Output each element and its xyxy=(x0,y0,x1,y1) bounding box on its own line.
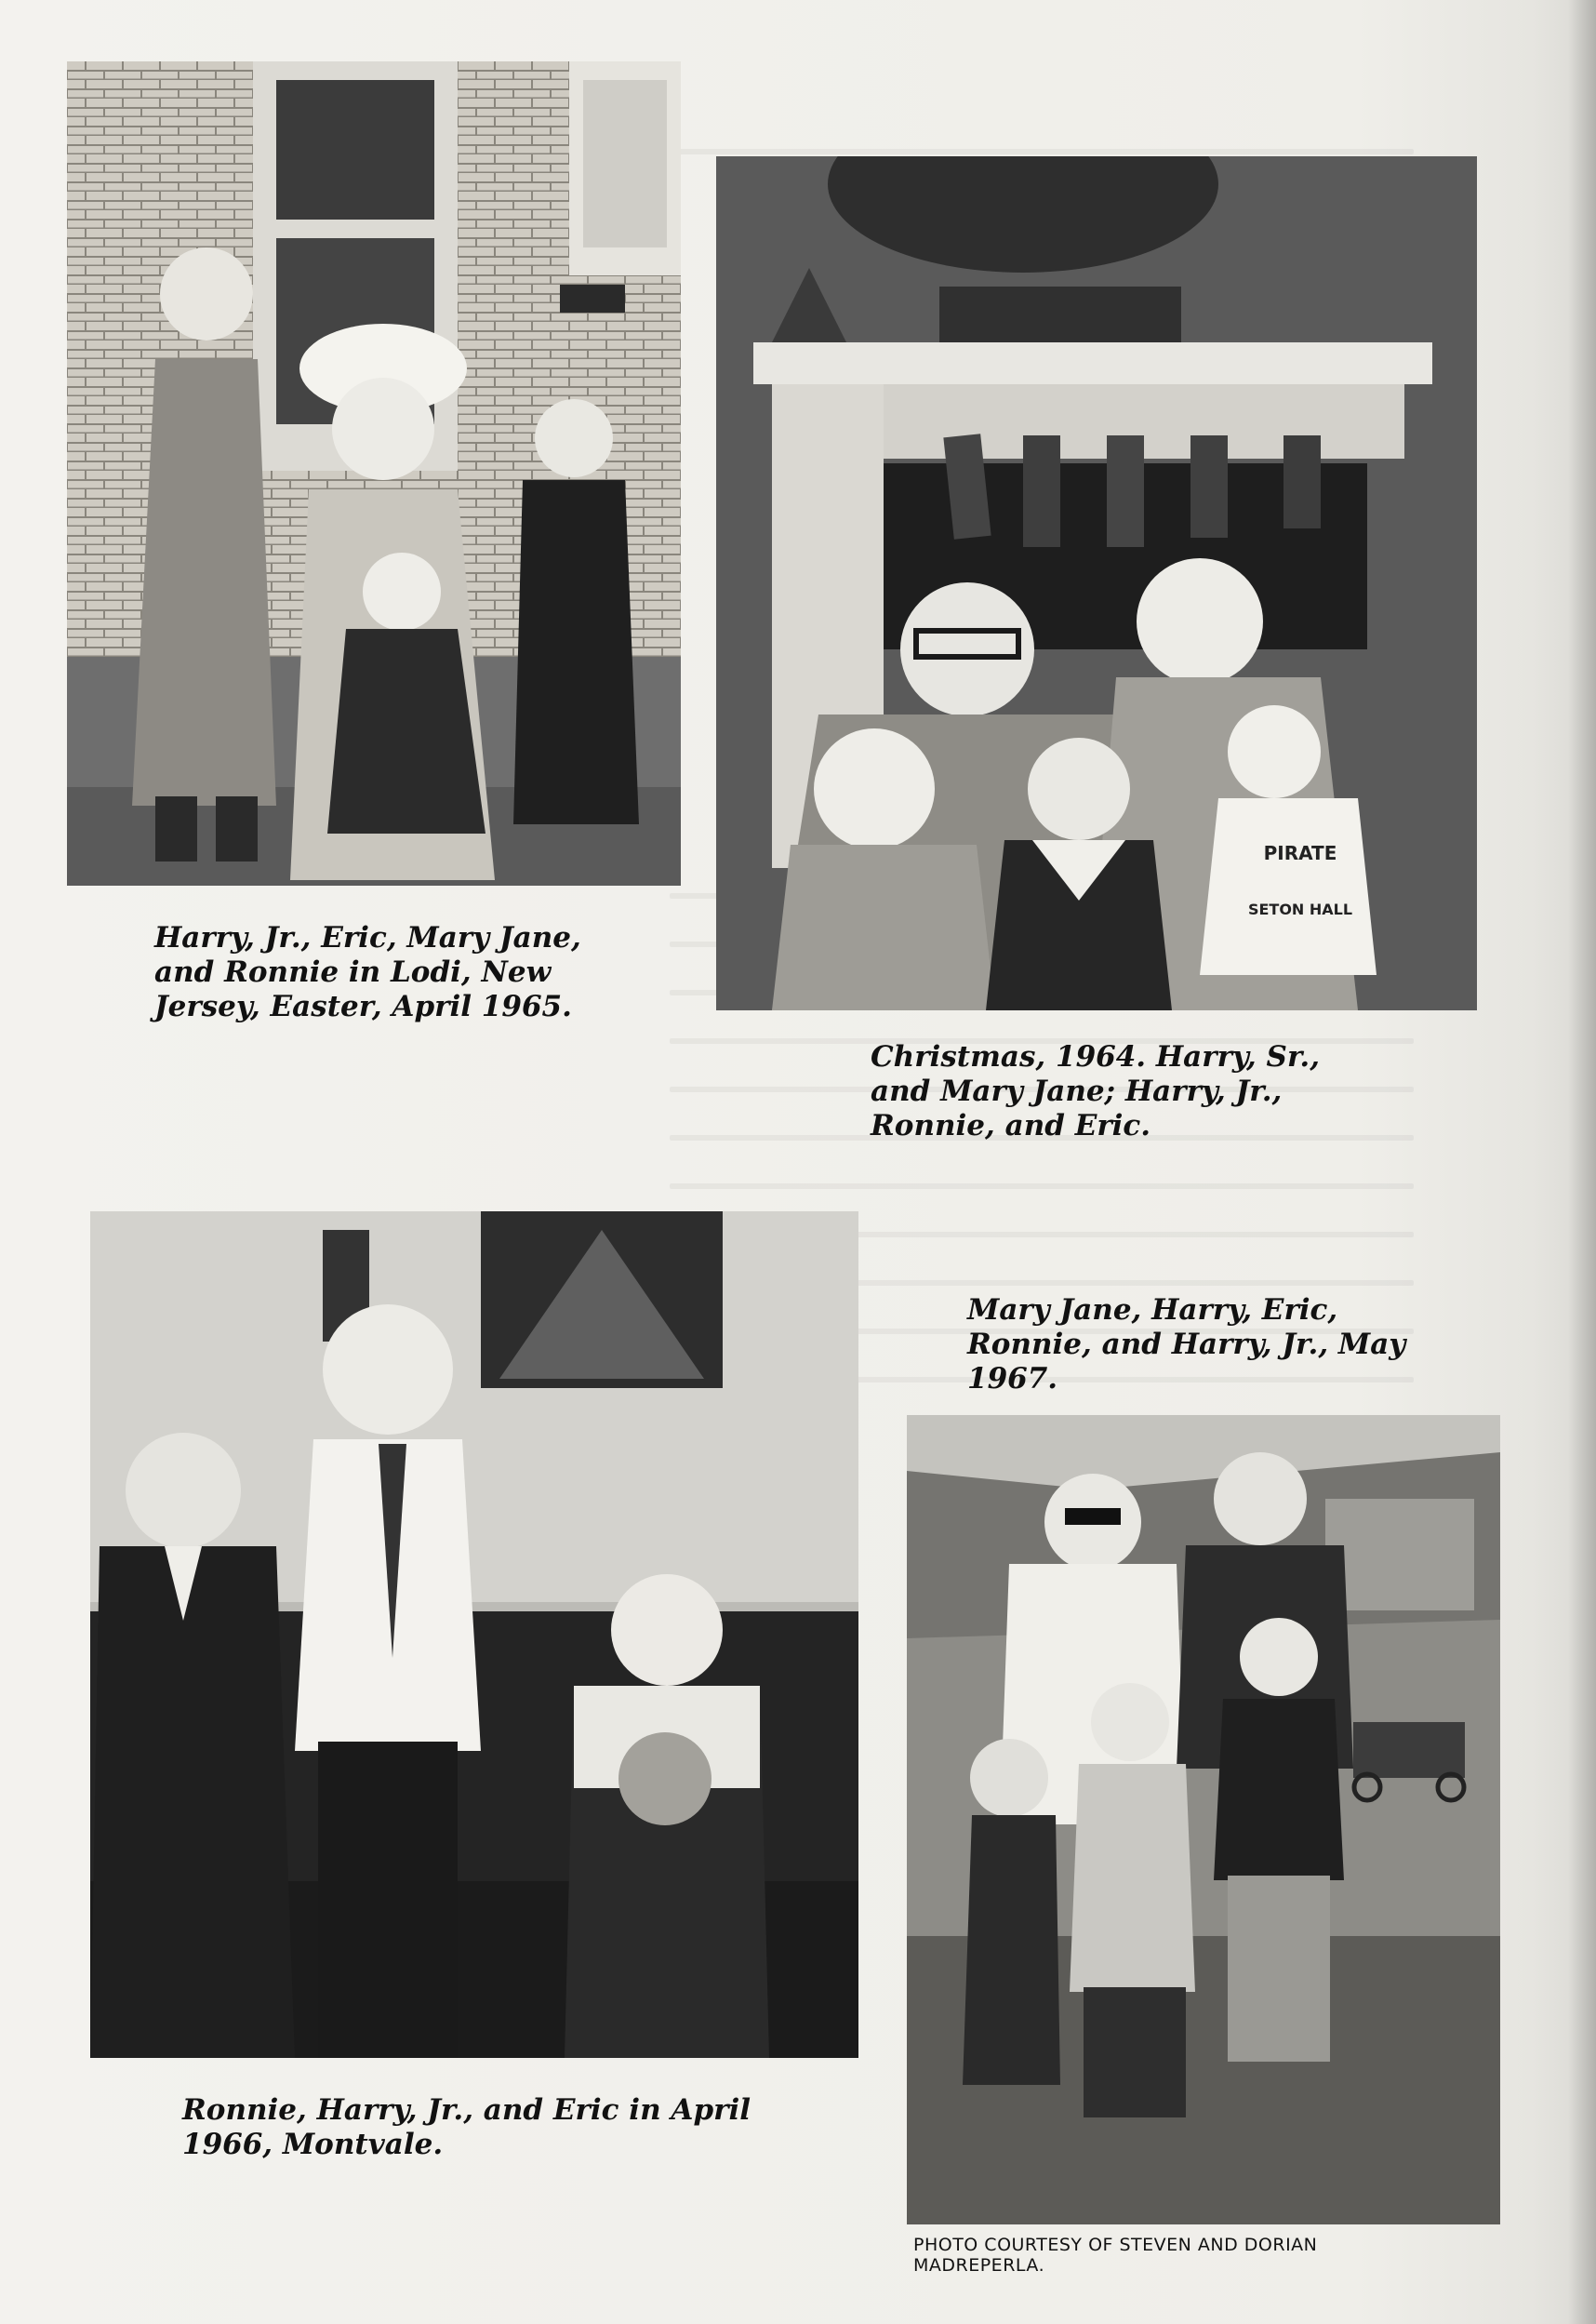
caption-may-1967: Mary Jane, Harry, Eric, Ronnie, and Harry, Jr., May 1967. xyxy=(967,1293,1406,1396)
bib-text-line2: SETON HALL xyxy=(1247,901,1353,918)
photo-may-1967 xyxy=(907,1415,1500,2224)
caption-easter-1965: Harry, Jr., Eric, Mary Jane, and Ronnie in Lodi, New Jersey, Easter, April 1965. xyxy=(154,921,581,1023)
photo-april-1966-montvale xyxy=(90,1211,858,2058)
bib-text-line1: PIRATE xyxy=(1263,842,1337,864)
photo-easter-1965 xyxy=(67,61,681,886)
page-edge-shadow xyxy=(1568,0,1596,2324)
show-through-text xyxy=(670,149,1414,154)
caption-christmas-1964: Christmas, 1964. Harry, Sr., and Mary Jane; Harry, Jr., Ronnie, and Eric. xyxy=(871,1040,1321,1142)
photo-credit: PHOTO COURTESY OF STEVEN AND DORIAN MADREPERLA. xyxy=(913,2235,1318,2276)
photo-christmas-1964 xyxy=(716,156,1477,1010)
caption-april-1966-montvale: Ronnie, Harry, Jr., and Eric in April 1966, Montvale. xyxy=(182,2093,751,2161)
